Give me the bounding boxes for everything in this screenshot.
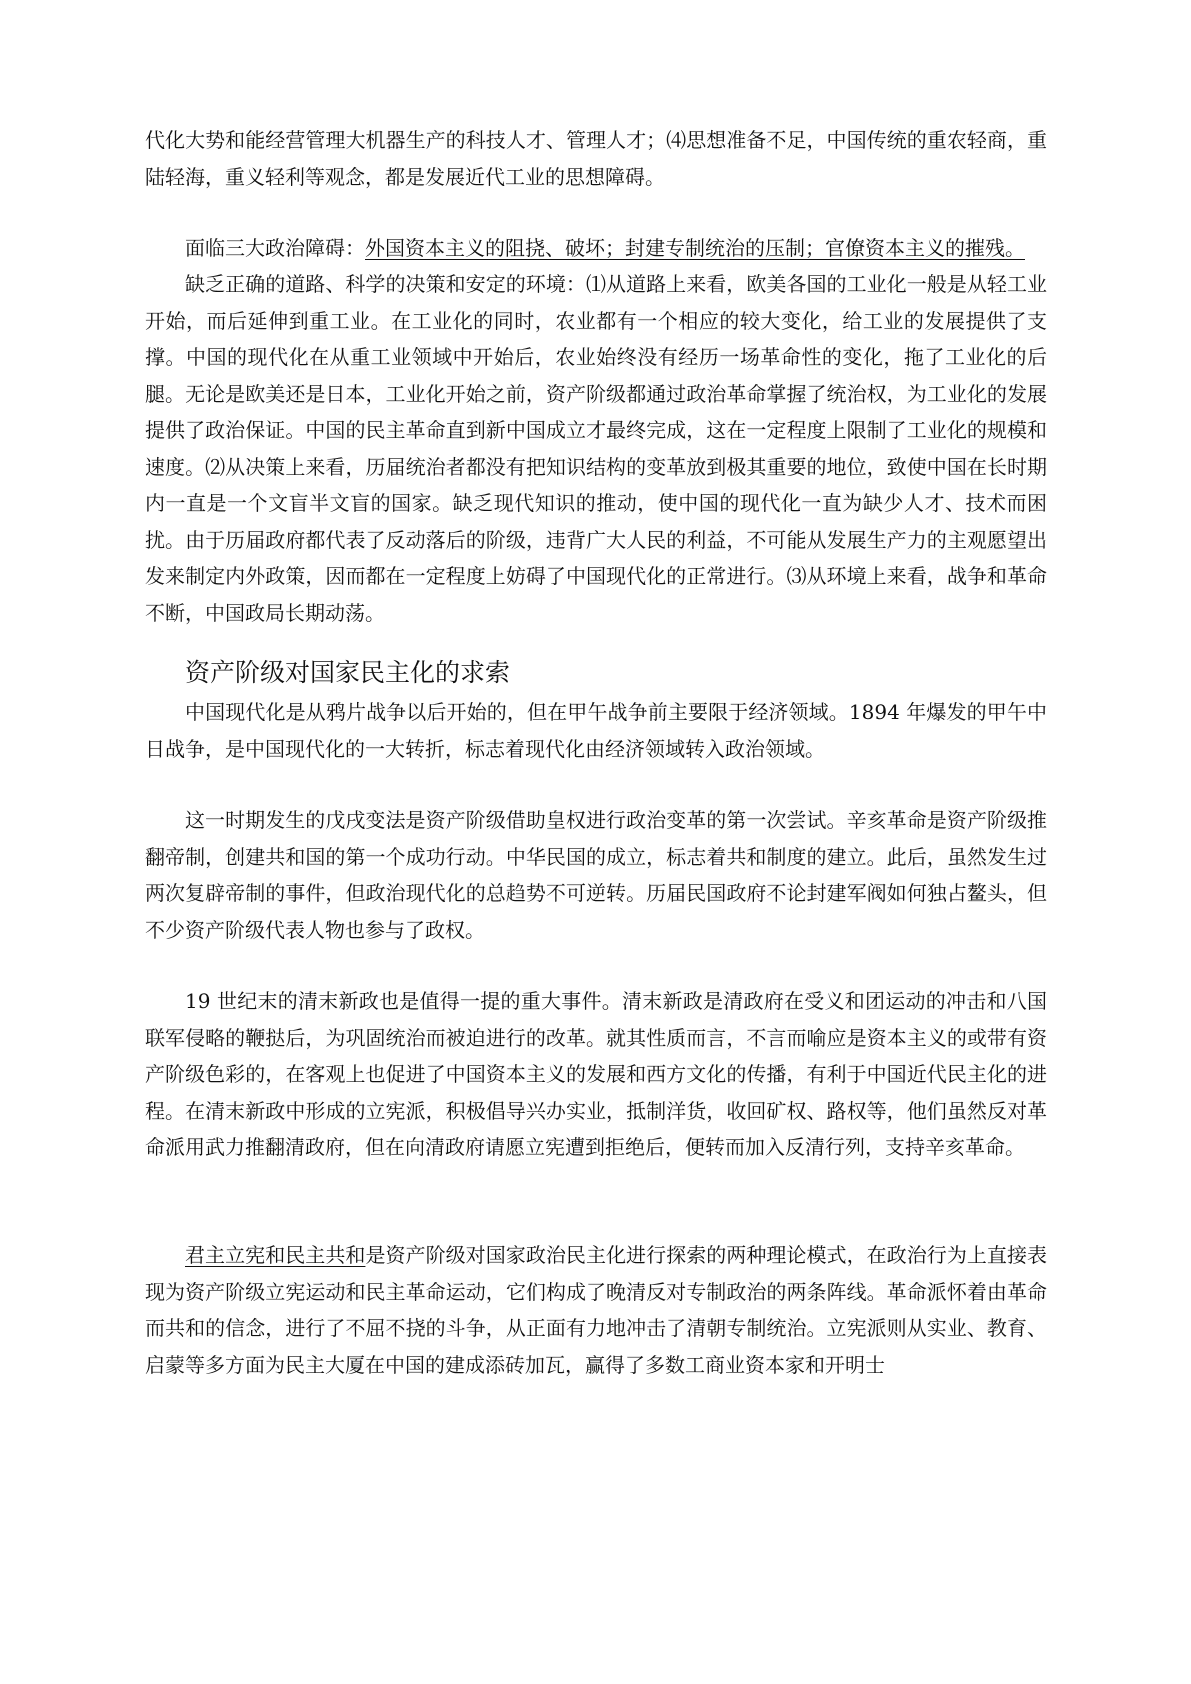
paragraph-road-decision-environment: 缺乏正确的道路、科学的决策和安定的环境：⑴从道路上来看，欧美各国的工业化一般是从轻工业开始，而后延伸到重工业。在工业化的同时，农业都有一个相应的较大变化，给工业的发展提供了支撑。中国的现代化在从重工业领域中开始后，农业始终没有经历一场革命性的变化，拖了工业化的后腿。无论是欧美还是日本，工业化开始之前，资产阶级都通过政治革命掌握了统治权，为工业化的发展提供了政治保证。中国的民主革命直到新中国成立才最终完成，这在一定程度上限制了工业化的规模和速度。⑵从决策上来看，历届统治者都没有把知识结构的变革放到极其重要的地位，致使中国在长时期内一直是一个文盲半文盲的国家。缺乏现代知识的推动，使中国的现代化一直为缺少人才、技术而困扰。由于历届政府都代表了反动落后的阶级，违背广大人民的利益，不可能从发展生产力的主观愿望出发来制定内外政策，因而都在一定程度上妨碍了中国现代化的正常进行。⑶从环境上来看，战争和革命不断，中国政局长期动荡。 — [145, 272, 1047, 625]
paragraph-reform-revolution: 这一时期发生的戊戌变法是资产阶级借助皇权进行政治变革的第一次尝试。辛亥革命是资产阶级推翻帝制，创建共和国的第一个成功行动。中华民国的成立，标志着共和制度的建立。此后，虽然发生过两次复辟帝制的事件，但政治现代化的总趋势不可逆转。历届民国政府不论封建军阀如何独占鳌头，但不少资产阶级代表人物也参与了政权。 — [145, 808, 1047, 942]
political-obstacles-lead: 面临三大政治障碍： — [185, 236, 365, 260]
paragraph-industry-obstacles-end: 代化大势和能经营管理大机器生产的科技人才、管理人才；⑷思想准备不足，中国传统的重农轻商，重陆轻海，重义轻利等观念，都是发展近代工业的思想障碍。 — [145, 128, 1047, 189]
paragraph-political-obstacles — [145, 230, 1047, 267]
section-heading: 资产阶级对国家民主化的求索 — [185, 658, 511, 687]
paragraph-two-models — [145, 1237, 1047, 1383]
two-models-term: 君主立宪和民主共和 — [185, 1243, 366, 1267]
paragraph-modernization-start: 中国现代化是从鸦片战争以后开始的，但在甲午战争前主要限于经济领域。1894 年爆发的甲午中日战争，是中国现代化的一大转折，标志着现代化由经济领域转入政治领域。 — [145, 700, 1047, 761]
two-models-text: 是资产阶级对国家政治民主化进行探索的两种理论模式，在政治行为上直接表现为资产阶级立宪运动和民主革命运动，它们构成了晚清反对专制政治的两条阵线。革命派怀着由革命而共和的信念，进行了不屈不挠的斗争，从正面有力地冲击了清朝专制统治。立宪派则从实业、教育、启蒙等多方面为民主大厦在中国的建成添砖加瓦，赢得了多数工商业资本家和开明士 — [145, 1243, 1048, 1377]
political-obstacles-list: 外国资本主义的阻挠、破坏；封建专制统治的压制；官僚资本主义的摧残。 — [365, 236, 1025, 260]
paragraph-late-qing-reform: 19 世纪末的清末新政也是值得一提的重大事件。清末新政是清政府在受义和团运动的冲击和八国联军侵略的鞭挞后，为巩固统治而被迫进行的改革。就其性质而言，不言而喻应是资本主义的或带有资产阶级色彩的，在客观上也促进了中国资本主义的发展和西方文化的传播，有利于中国近代民主化的进程。在清末新政中形成的立宪派，积极倡导兴办实业，抵制洋货，收回矿权、路权等，他们虽然反对革命派用武力推翻清政府，但在向清政府请愿立宪遭到拒绝后，便转而加入反清行列，支持辛亥革命。 — [145, 989, 1047, 1159]
